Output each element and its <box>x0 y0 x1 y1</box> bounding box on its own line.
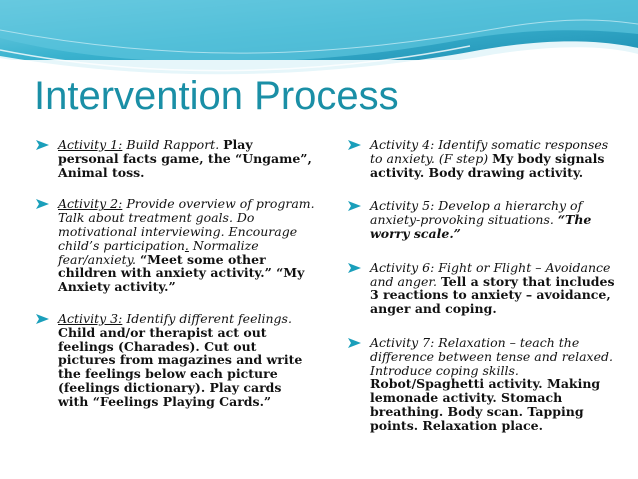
list-item: Activity 2: Provide overview of program. Talk about treatment goals. Do motivational interviewing. Encourage child’s participation. Normalize fear/anxiety. “Meet some other children with anxiety activity.” “My Anxiety activity.” <box>36 197 316 294</box>
list-item: Activity 5: Develop a hierarchy of anxiety-provoking situations. “The worry scale.” <box>348 199 623 240</box>
arrow-bullet-icon <box>348 201 361 211</box>
header-wave-decoration <box>0 0 638 82</box>
list-item: Activity 3: Identify different feelings. Child and/or therapist act out feelings (Charades). Cut out pictures from magazines and write the feelings below each picture (feelings dictionary). Play cards with “Feelings Playing Cards.” <box>36 312 316 409</box>
arrow-bullet-icon <box>36 199 49 209</box>
arrow-bullet-icon <box>348 140 361 150</box>
right-column <box>348 138 623 453</box>
list-item: Activity 6: Fight or Flight – Avoidance and anger. Tell a story that includes 3 reactions to anxiety – avoidance, anger and coping. <box>348 261 623 316</box>
left-column <box>36 138 316 427</box>
arrow-bullet-icon <box>348 263 361 273</box>
list-item: Activity 7: Relaxation – teach the difference between tense and relaxed. Introduce coping skills. Robot/Spaghetti activity. Making lemonade activity. Stomach breathing. Body scan. Tapping points. Relaxation place. <box>348 336 623 433</box>
arrow-bullet-icon <box>36 314 49 324</box>
arrow-bullet-icon <box>348 338 361 348</box>
list-item: Activity 1: Build Rapport. Play personal facts game, the “Ungame”, Animal toss. <box>36 138 316 179</box>
list-item: Activity 4: Identify somatic responses to anxiety. (F step) My body signals activity. Body drawing activity. <box>348 138 623 179</box>
slide-title: Intervention Process <box>34 74 399 118</box>
arrow-bullet-icon <box>36 140 49 150</box>
